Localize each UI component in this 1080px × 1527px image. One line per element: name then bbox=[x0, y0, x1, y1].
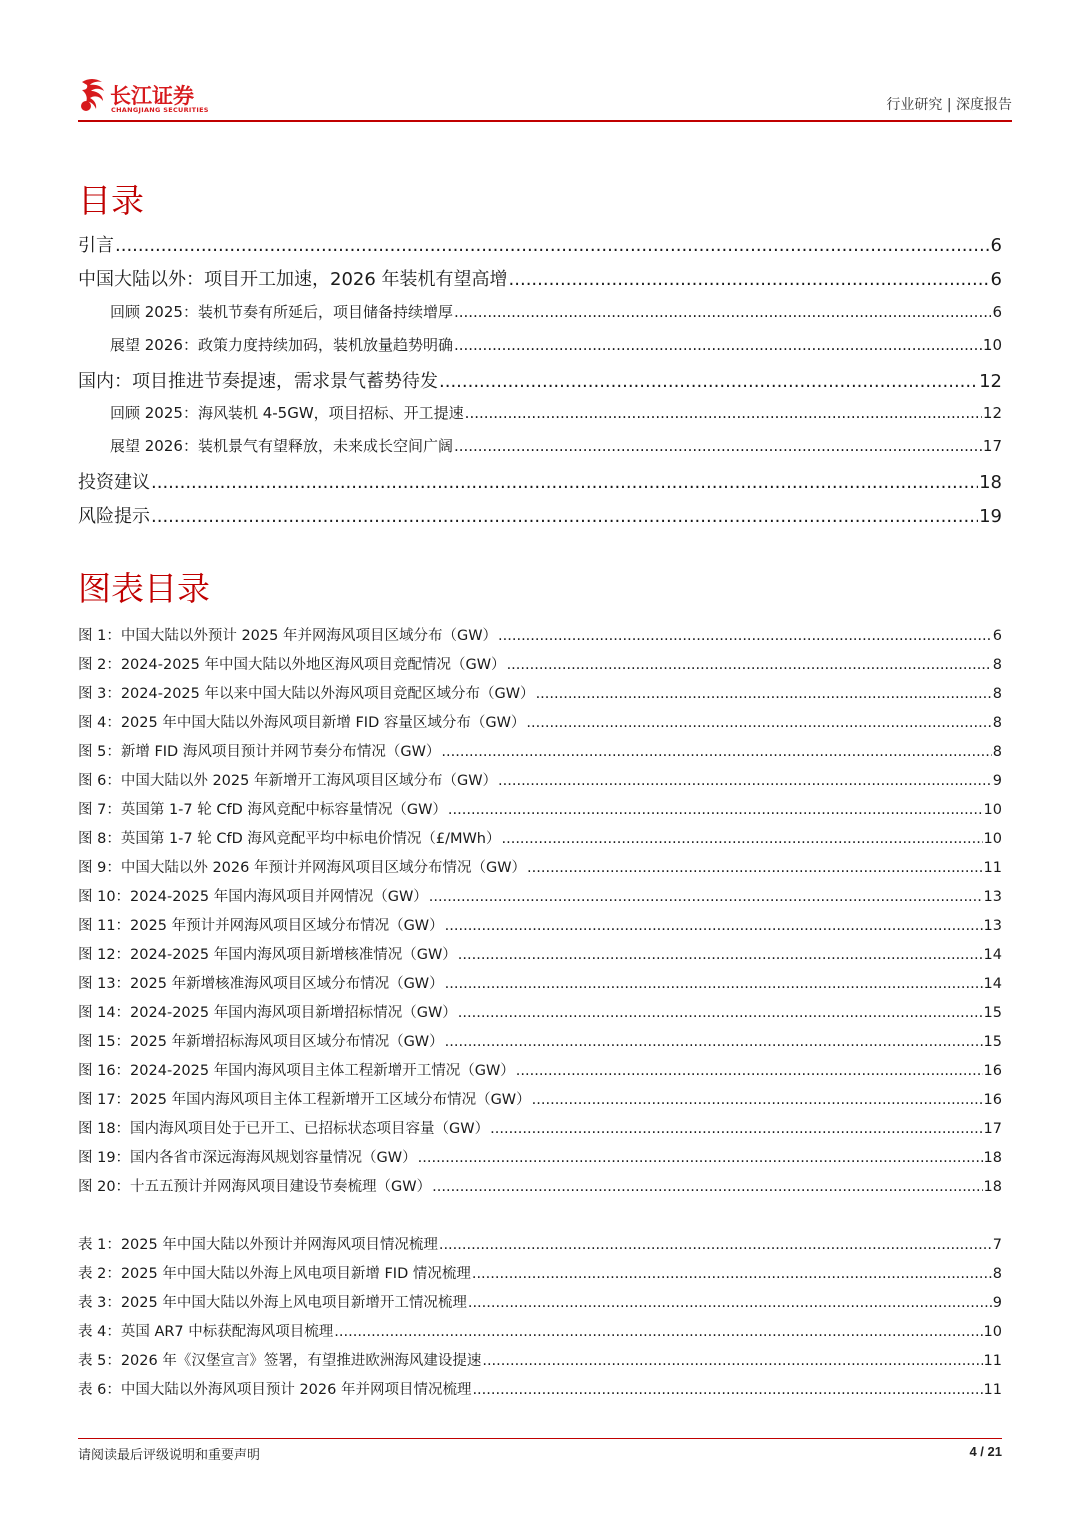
figure-entry[interactable] bbox=[78, 798, 1002, 818]
table-label: 表 1：2025 年中国大陆以外预计并网海风项目情况梳理 bbox=[78, 1237, 438, 1253]
toc-subitem-page: 10 bbox=[982, 336, 1002, 354]
toc-leader bbox=[465, 404, 982, 422]
toc-subitem[interactable] bbox=[78, 402, 1002, 424]
figure-entry[interactable] bbox=[78, 682, 1002, 702]
toc-leader bbox=[526, 715, 991, 731]
figure-page: 14 bbox=[983, 976, 1002, 992]
toc-item[interactable] bbox=[78, 502, 1002, 528]
toc-leader bbox=[509, 269, 990, 290]
figure-label: 图 5：新增 FID 海风项目预计并网节奏分布情况（GW） bbox=[78, 744, 441, 760]
page-header bbox=[78, 72, 1012, 124]
figure-entry[interactable] bbox=[78, 1146, 1002, 1166]
figure-entry[interactable] bbox=[78, 914, 1002, 934]
toc-leader bbox=[536, 686, 992, 702]
toc-leader bbox=[458, 1005, 983, 1021]
figure-label: 图 12：2024-2025 年国内海风项目新增核准情况（GW） bbox=[78, 947, 457, 963]
figure-page: 10 bbox=[983, 802, 1002, 818]
figure-entry[interactable] bbox=[78, 972, 1002, 992]
table-page: 7 bbox=[992, 1237, 1002, 1253]
toc-leader bbox=[115, 235, 990, 256]
toc-leader bbox=[429, 889, 983, 905]
table-entry[interactable] bbox=[78, 1349, 1002, 1369]
toc-leader bbox=[527, 860, 983, 876]
table-label: 表 6：中国大陆以外海风项目预计 2026 年并网项目情况梳理 bbox=[78, 1382, 472, 1398]
figure-page: 8 bbox=[992, 744, 1002, 760]
toc-item[interactable] bbox=[78, 367, 1002, 393]
figure-label: 图 4：2025 年中国大陆以外海风项目新增 FID 容量区域分布（GW） bbox=[78, 715, 526, 731]
figure-entry[interactable] bbox=[78, 1088, 1002, 1108]
figure-label: 图 19：国内各省市深远海海风规划容量情况（GW） bbox=[78, 1150, 417, 1166]
table-page: 11 bbox=[983, 1353, 1002, 1369]
figure-entry[interactable] bbox=[78, 624, 1002, 644]
figure-page: 8 bbox=[992, 715, 1002, 731]
toc-leader bbox=[498, 628, 992, 644]
figure-page: 13 bbox=[983, 889, 1002, 905]
toc-leader bbox=[445, 976, 983, 992]
toc-leader bbox=[445, 918, 983, 934]
figure-label: 图 3：2024-2025 年以来中国大陆以外海风项目竞配区域分布（GW） bbox=[78, 686, 535, 702]
toc-leader bbox=[454, 336, 982, 354]
figure-entry[interactable] bbox=[78, 1030, 1002, 1050]
table-entry[interactable] bbox=[78, 1233, 1002, 1253]
figure-entry[interactable] bbox=[78, 653, 1002, 673]
toc-item-label: 投资建议 bbox=[78, 472, 150, 493]
figure-label: 图 10：2024-2025 年国内海风项目并网情况（GW） bbox=[78, 889, 428, 905]
toc-leader bbox=[490, 1121, 982, 1137]
table-page: 8 bbox=[992, 1266, 1002, 1282]
figure-entry[interactable] bbox=[78, 1059, 1002, 1079]
logo-chinese-text: 长江证券 bbox=[110, 84, 194, 108]
toc-leader bbox=[516, 1063, 983, 1079]
table-label: 表 3：2025 年中国大陆以外海上风电项目新增开工情况梳理 bbox=[78, 1295, 467, 1311]
figure-page: 18 bbox=[983, 1150, 1002, 1166]
figure-label: 图 14：2024-2025 年国内海风项目新增招标情况（GW） bbox=[78, 1005, 457, 1021]
toc-leader bbox=[498, 773, 992, 789]
table-entry[interactable] bbox=[78, 1320, 1002, 1340]
toc-item[interactable] bbox=[78, 265, 1002, 291]
toc-leader bbox=[468, 1295, 992, 1311]
figure-page: 16 bbox=[983, 1092, 1002, 1108]
table-label: 表 5：2026 年《汉堡宣言》签署，有望推进欧洲海风建设提速 bbox=[78, 1353, 482, 1369]
figure-entry[interactable] bbox=[78, 740, 1002, 760]
report-type: 行业研究 | 深度报告 bbox=[886, 97, 1012, 113]
figure-label: 图 16：2024-2025 年国内海风项目主体工程新增开工情况（GW） bbox=[78, 1063, 515, 1079]
figure-label: 图 2：2024-2025 年中国大陆以外地区海风项目竞配情况（GW） bbox=[78, 657, 506, 673]
footer-disclaimer: 请阅读最后评级说明和重要声明 bbox=[78, 1448, 261, 1463]
toc-subitem[interactable] bbox=[78, 301, 1002, 323]
figure-label: 图 15：2025 年新增招标海风项目区域分布情况（GW） bbox=[78, 1034, 444, 1050]
toc-subitem-page: 17 bbox=[982, 437, 1002, 455]
table-label: 表 2：2025 年中国大陆以外海上风电项目新增 FID 情况梳理 bbox=[78, 1266, 471, 1282]
company-logo bbox=[78, 76, 238, 116]
toc-subitem-label: 展望 2026：装机景气有望释放，未来成长空间广阔 bbox=[110, 437, 453, 455]
table-entry[interactable] bbox=[78, 1262, 1002, 1282]
toc-subitem[interactable] bbox=[78, 435, 1002, 457]
figure-label: 图 1：中国大陆以外预计 2025 年并网海风项目区域分布（GW） bbox=[78, 628, 498, 644]
page-number: 4 / 21 bbox=[969, 1444, 1002, 1459]
toc-item-page: 18 bbox=[979, 472, 1002, 493]
figure-page: 17 bbox=[983, 1121, 1002, 1137]
figure-entry[interactable] bbox=[78, 885, 1002, 905]
figures-title: 图表目录 bbox=[78, 569, 210, 608]
table-page: 9 bbox=[992, 1295, 1002, 1311]
table-entry[interactable] bbox=[78, 1291, 1002, 1311]
toc-leader bbox=[151, 472, 978, 493]
toc-item-page: 19 bbox=[979, 506, 1002, 527]
figure-label: 图 8：英国第 1-7 轮 CfD 海风竞配平均中标电价情况（£/MWh） bbox=[78, 831, 501, 847]
figure-page: 11 bbox=[983, 860, 1002, 876]
table-page: 11 bbox=[983, 1382, 1002, 1398]
figure-label: 图 17：2025 年国内海风项目主体工程新增开工区域分布情况（GW） bbox=[78, 1092, 531, 1108]
figure-label: 图 6：中国大陆以外 2025 年新增开工海风项目区域分布（GW） bbox=[78, 773, 498, 789]
figure-page: 9 bbox=[992, 773, 1002, 789]
footer-divider bbox=[78, 1438, 1002, 1439]
figure-page: 8 bbox=[992, 686, 1002, 702]
figure-page: 6 bbox=[992, 628, 1002, 644]
dragon-logo-icon bbox=[78, 76, 108, 114]
toc-item-label: 引言 bbox=[78, 235, 114, 256]
toc-leader bbox=[454, 303, 992, 321]
figure-entry[interactable] bbox=[78, 1001, 1002, 1021]
figure-label: 图 13：2025 年新增核准海风项目区域分布情况（GW） bbox=[78, 976, 444, 992]
toc-leader bbox=[502, 831, 983, 847]
toc-leader bbox=[151, 506, 978, 527]
figure-page: 15 bbox=[983, 1005, 1002, 1021]
toc-item-page: 12 bbox=[979, 371, 1002, 392]
figure-page: 13 bbox=[983, 918, 1002, 934]
figure-entry[interactable] bbox=[78, 943, 1002, 963]
logo-english-text: CHANGJIANG SECURITIES bbox=[111, 106, 209, 114]
toc-subitem-label: 展望 2026：政策力度持续加码，装机放量趋势明确 bbox=[110, 336, 453, 354]
figure-page: 14 bbox=[983, 947, 1002, 963]
figure-label: 图 7：英国第 1-7 轮 CfD 海风竞配中标容量情况（GW） bbox=[78, 802, 447, 818]
toc-leader bbox=[334, 1324, 982, 1340]
toc-leader bbox=[448, 802, 983, 818]
toc-title: 目录 bbox=[78, 181, 144, 220]
toc-leader bbox=[532, 1092, 983, 1108]
figure-page: 15 bbox=[983, 1034, 1002, 1050]
toc-leader bbox=[439, 371, 978, 392]
toc-subitem[interactable] bbox=[78, 334, 1002, 356]
toc-subitem-label: 回顾 2025：海风装机 4-5GW，项目招标、开工提速 bbox=[110, 404, 464, 422]
toc-item-label: 国内：项目推进节奏提速，需求景气蓄势待发 bbox=[78, 371, 438, 392]
toc-item-page: 6 bbox=[990, 235, 1002, 256]
header-divider bbox=[78, 120, 1012, 122]
table-entry[interactable] bbox=[78, 1378, 1002, 1398]
figure-page: 10 bbox=[983, 831, 1002, 847]
figure-entry[interactable] bbox=[78, 711, 1002, 731]
figure-label: 图 11：2025 年预计并网海风项目区域分布情况（GW） bbox=[78, 918, 444, 934]
toc-item[interactable] bbox=[78, 231, 1002, 257]
toc-subitem-label: 回顾 2025：装机节奏有所延后，项目储备持续增厚 bbox=[110, 303, 453, 321]
toc-item-label: 中国大陆以外：项目开工加速，2026 年装机有望高增 bbox=[78, 269, 508, 290]
toc-leader bbox=[441, 744, 991, 760]
figure-entry[interactable] bbox=[78, 827, 1002, 847]
toc-leader bbox=[418, 1150, 983, 1166]
toc-leader bbox=[472, 1382, 982, 1398]
toc-leader bbox=[482, 1353, 982, 1369]
figure-entry[interactable] bbox=[78, 769, 1002, 789]
toc-leader bbox=[432, 1179, 982, 1195]
toc-item[interactable] bbox=[78, 468, 1002, 494]
figure-label: 图 18：国内海风项目处于已开工、已招标状态项目容量（GW） bbox=[78, 1121, 490, 1137]
toc-item-page: 6 bbox=[990, 269, 1002, 290]
toc-leader bbox=[507, 657, 992, 673]
figure-label: 图 20：十五五预计并网海风项目建设节奏梳理（GW） bbox=[78, 1179, 432, 1195]
toc-leader bbox=[458, 947, 983, 963]
figure-entry[interactable] bbox=[78, 1117, 1002, 1137]
table-page: 10 bbox=[983, 1324, 1002, 1340]
toc-item-label: 风险提示 bbox=[78, 506, 150, 527]
toc-subitem-page: 6 bbox=[992, 303, 1002, 321]
toc-leader bbox=[445, 1034, 983, 1050]
toc-leader bbox=[439, 1237, 992, 1253]
table-label: 表 4：英国 AR7 中标获配海风项目梳理 bbox=[78, 1324, 334, 1340]
figure-entry[interactable] bbox=[78, 856, 1002, 876]
figure-entry[interactable] bbox=[78, 1175, 1002, 1195]
toc-leader bbox=[472, 1266, 992, 1282]
toc-subitem-page: 12 bbox=[982, 404, 1002, 422]
figure-label: 图 9：中国大陆以外 2026 年预计并网海风项目区域分布情况（GW） bbox=[78, 860, 527, 876]
figure-page: 18 bbox=[983, 1179, 1002, 1195]
figure-page: 16 bbox=[983, 1063, 1002, 1079]
figure-page: 8 bbox=[992, 657, 1002, 673]
toc-leader bbox=[454, 437, 982, 455]
